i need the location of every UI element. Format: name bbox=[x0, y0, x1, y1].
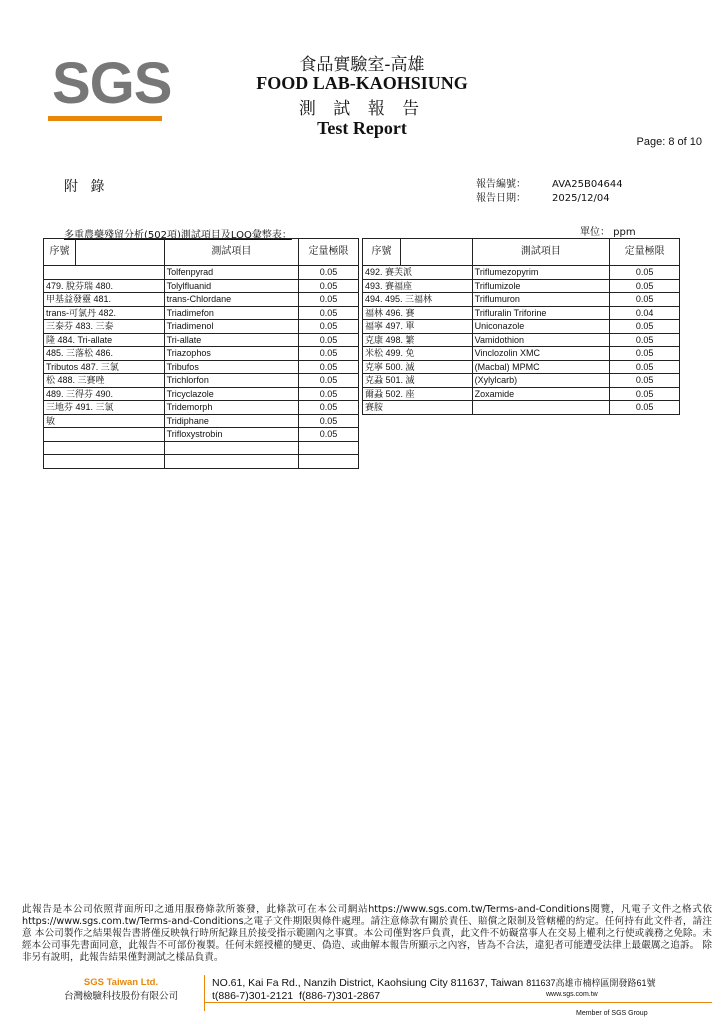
col-blank-header bbox=[400, 239, 472, 266]
address-line bbox=[212, 977, 656, 990]
appendix-heading: 附 錄 bbox=[64, 179, 109, 195]
loq-cell: 0.05 bbox=[610, 387, 680, 401]
member-of-group: Member of SGS Group bbox=[576, 1010, 648, 1017]
seq-cell: 福寧 497. 單 bbox=[363, 320, 473, 334]
seq-cell bbox=[44, 266, 165, 280]
seq-cell: 福林 496. 賽 bbox=[363, 306, 473, 320]
item-cell: Trifluralin Triforine bbox=[472, 306, 610, 320]
table-row bbox=[44, 306, 359, 320]
col-loq-header: 定量極限 bbox=[610, 239, 680, 266]
table-row bbox=[44, 455, 359, 469]
seq-cell: 494. 495. 三福林 bbox=[363, 293, 473, 307]
loq-cell bbox=[299, 441, 359, 455]
report-meta bbox=[476, 178, 623, 206]
seq-cell: 克蝨 501. 滅 bbox=[363, 374, 473, 388]
col-seq-header: 序號 bbox=[363, 239, 401, 266]
table-row bbox=[44, 279, 359, 293]
table-row bbox=[44, 441, 359, 455]
col-item-header: 測試項目 bbox=[164, 239, 298, 266]
loq-cell: 0.05 bbox=[610, 374, 680, 388]
loq-cell: 0.05 bbox=[299, 306, 359, 320]
footer-rule bbox=[204, 1002, 712, 1003]
item-cell: Trichlorfon bbox=[164, 374, 298, 388]
address-cn: 811637高雄市楠梓區開發路61號 bbox=[526, 978, 656, 988]
table-row bbox=[363, 333, 680, 347]
table-row bbox=[44, 293, 359, 307]
seq-cell: 松 488. 三賽唑 bbox=[44, 374, 165, 388]
table-row bbox=[44, 360, 359, 374]
loq-cell: 0.05 bbox=[610, 293, 680, 307]
loq-cell: 0.05 bbox=[299, 333, 359, 347]
seq-cell bbox=[44, 455, 165, 469]
item-cell: Zoxamide bbox=[472, 387, 610, 401]
item-cell bbox=[164, 455, 298, 469]
table-row bbox=[44, 266, 359, 280]
loq-cell: 0.04 bbox=[610, 306, 680, 320]
loq-cell: 0.05 bbox=[299, 374, 359, 388]
phone: t(886-7)301-2121 bbox=[212, 990, 294, 1002]
loq-cell: 0.05 bbox=[299, 347, 359, 361]
contact-line bbox=[212, 990, 380, 1002]
website-link[interactable]: www.sgs.com.tw bbox=[546, 991, 598, 998]
table-row bbox=[44, 347, 359, 361]
table-row bbox=[363, 266, 680, 280]
seq-cell: trans-可氯丹 482. bbox=[44, 306, 165, 320]
report-date-label: 報告日期： bbox=[476, 193, 526, 204]
col-seq-header: 序號 bbox=[44, 239, 76, 266]
seq-cell: 492. 賽芙派 bbox=[363, 266, 473, 280]
loq-cell: 0.05 bbox=[610, 347, 680, 361]
item-cell: Tridemorph bbox=[164, 401, 298, 415]
address-en: NO.61, Kai Fa Rd., Nanzih District, Kaohsiung City 811637, Taiwan bbox=[212, 977, 524, 989]
loq-cell: 0.05 bbox=[299, 387, 359, 401]
left-header-row bbox=[44, 239, 359, 266]
footer-separator bbox=[204, 975, 205, 1011]
table-row bbox=[44, 320, 359, 334]
seq-cell: 隆 484. Tri-allate bbox=[44, 333, 165, 347]
seq-cell: 479. 脫芬瑞 480. bbox=[44, 279, 165, 293]
page-number: Page: 8 of 10 bbox=[636, 136, 702, 148]
loq-cell: 0.05 bbox=[299, 266, 359, 280]
loq-cell: 0.05 bbox=[299, 320, 359, 334]
item-cell: Triflumezopyrim bbox=[472, 266, 610, 280]
company-block bbox=[64, 977, 178, 1002]
seq-cell: 敏 bbox=[44, 414, 165, 428]
seq-cell: Tributos 487. 三氯 bbox=[44, 360, 165, 374]
table-row bbox=[363, 306, 680, 320]
loq-cell: 0.05 bbox=[610, 333, 680, 347]
loq-cell: 0.05 bbox=[610, 360, 680, 374]
item-cell: Vinclozolin XMC bbox=[472, 347, 610, 361]
item-cell: (Xylylcarb) bbox=[472, 374, 610, 388]
item-cell bbox=[472, 401, 610, 415]
seq-cell bbox=[44, 441, 165, 455]
seq-cell bbox=[44, 428, 165, 442]
item-cell: Triflumuron bbox=[472, 293, 610, 307]
item-cell: Triflumizole bbox=[472, 279, 610, 293]
loq-cell: 0.05 bbox=[299, 293, 359, 307]
seq-cell: 克康 498. 繁 bbox=[363, 333, 473, 347]
legal-disclaimer: 此報告是本公司依照背面所印之通用服務條款所簽發，此條款可在本公司網站https://www.sgs.com.tw/Terms-and-Conditions閱覽，凡電子文件之格式依 https://www.sgs.com.tw/Terms-and-Conditions之電子文件期限與條件處理。請注意條款有關於責任、賠償之限制及管轄權的約定。任何持有此文件者，請注意 本公司製作之結果報告書將僅反映執行時所紀錄且於接受指示範圍內之事實。本公司僅對客戶負責，此文件不妨礙當事人在交易上權利之行使或義務之免除。未 經本公司事先書面同意，此報告不可部份複製。任何未經授權的變更、偽造、或曲解本報告所顯示之內容，皆為不合法，違犯者可能遭受法律上最嚴厲之追訴。 除非另有說明，此報告結果僅對測試之樣品負責。 bbox=[22, 904, 712, 963]
table-row bbox=[363, 320, 680, 334]
item-cell: Tribufos bbox=[164, 360, 298, 374]
item-cell: Tri-allate bbox=[164, 333, 298, 347]
lab-name-cn: 食品實驗室-高雄 bbox=[299, 55, 425, 75]
report-no-label: 報告編號： bbox=[476, 179, 526, 190]
seq-cell: 三泰芬 483. 三泰 bbox=[44, 320, 165, 334]
table-row bbox=[363, 293, 680, 307]
seq-cell: 克寧 500. 滅 bbox=[363, 360, 473, 374]
loq-cell bbox=[299, 455, 359, 469]
loq-cell: 0.05 bbox=[299, 279, 359, 293]
loq-cell: 0.05 bbox=[610, 279, 680, 293]
item-cell: Tridiphane bbox=[164, 414, 298, 428]
seq-cell: 米松 499. 免 bbox=[363, 347, 473, 361]
loq-table-right bbox=[362, 238, 680, 415]
item-cell: Vamidothion bbox=[472, 333, 610, 347]
unit-label: 單位： ppm bbox=[580, 227, 636, 238]
table-row bbox=[44, 414, 359, 428]
report-no: AVA25B04644 bbox=[552, 179, 623, 190]
right-header-row bbox=[363, 239, 680, 266]
loq-cell: 0.05 bbox=[610, 320, 680, 334]
loq-cell: 0.05 bbox=[299, 401, 359, 415]
item-cell: Triadimenol bbox=[164, 320, 298, 334]
lab-name-en: FOOD LAB-KAOHSIUNG bbox=[256, 73, 468, 93]
table-row bbox=[363, 279, 680, 293]
table-row bbox=[363, 360, 680, 374]
table-row bbox=[363, 387, 680, 401]
seq-cell: 爾蝨 502. 座 bbox=[363, 387, 473, 401]
seq-cell: 賽胺 bbox=[363, 401, 473, 415]
report-title-cn: 測 試 報 告 bbox=[298, 99, 426, 119]
seq-cell: 489. 三得芬 490. bbox=[44, 387, 165, 401]
table-row bbox=[44, 401, 359, 415]
col-item-header: 測試項目 bbox=[472, 239, 610, 266]
loq-cell: 0.05 bbox=[299, 414, 359, 428]
seq-cell: 三地芬 491. 三氯 bbox=[44, 401, 165, 415]
report-title-en: Test Report bbox=[317, 118, 407, 138]
table-row bbox=[363, 347, 680, 361]
sgs-logo: SGS bbox=[52, 51, 172, 116]
col-blank-header bbox=[75, 239, 164, 266]
table-row bbox=[44, 428, 359, 442]
loq-cell: 0.05 bbox=[610, 266, 680, 280]
loq-table-left bbox=[43, 238, 359, 469]
table-row bbox=[44, 387, 359, 401]
item-cell: Triadimefon bbox=[164, 306, 298, 320]
item-cell: trans-Chlordane bbox=[164, 293, 298, 307]
fax: f(886-7)301-2867 bbox=[298, 990, 381, 1002]
loq-cell: 0.05 bbox=[299, 428, 359, 442]
company-name-en: SGS Taiwan Ltd. bbox=[83, 977, 159, 988]
table-row bbox=[44, 333, 359, 347]
company-name-cn: 台灣檢驗科技股份有限公司 bbox=[64, 991, 179, 1002]
table-row bbox=[363, 401, 680, 415]
seq-cell: 甲基益發靈 481. bbox=[44, 293, 165, 307]
table-title: 多重農藥殘留分析(502項)測試項目及LOQ彙整表： bbox=[64, 230, 292, 241]
item-cell: Trifloxystrobin bbox=[164, 428, 298, 442]
seq-cell: 493. 賽福座 bbox=[363, 279, 473, 293]
table-row bbox=[44, 374, 359, 388]
item-cell: Tolylfluanid bbox=[164, 279, 298, 293]
col-loq-header: 定量極限 bbox=[299, 239, 359, 266]
seq-cell: 485. 三落松 486. bbox=[44, 347, 165, 361]
item-cell: (Macbal) MPMC bbox=[472, 360, 610, 374]
loq-cell: 0.05 bbox=[610, 401, 680, 415]
item-cell: Tolfenpyrad bbox=[164, 266, 298, 280]
report-date: 2025/12/04 bbox=[552, 193, 610, 204]
loq-cell: 0.05 bbox=[299, 360, 359, 374]
table-row bbox=[363, 374, 680, 388]
item-cell bbox=[164, 441, 298, 455]
item-cell: Tricyclazole bbox=[164, 387, 298, 401]
item-cell: Uniconazole bbox=[472, 320, 610, 334]
item-cell: Triazophos bbox=[164, 347, 298, 361]
